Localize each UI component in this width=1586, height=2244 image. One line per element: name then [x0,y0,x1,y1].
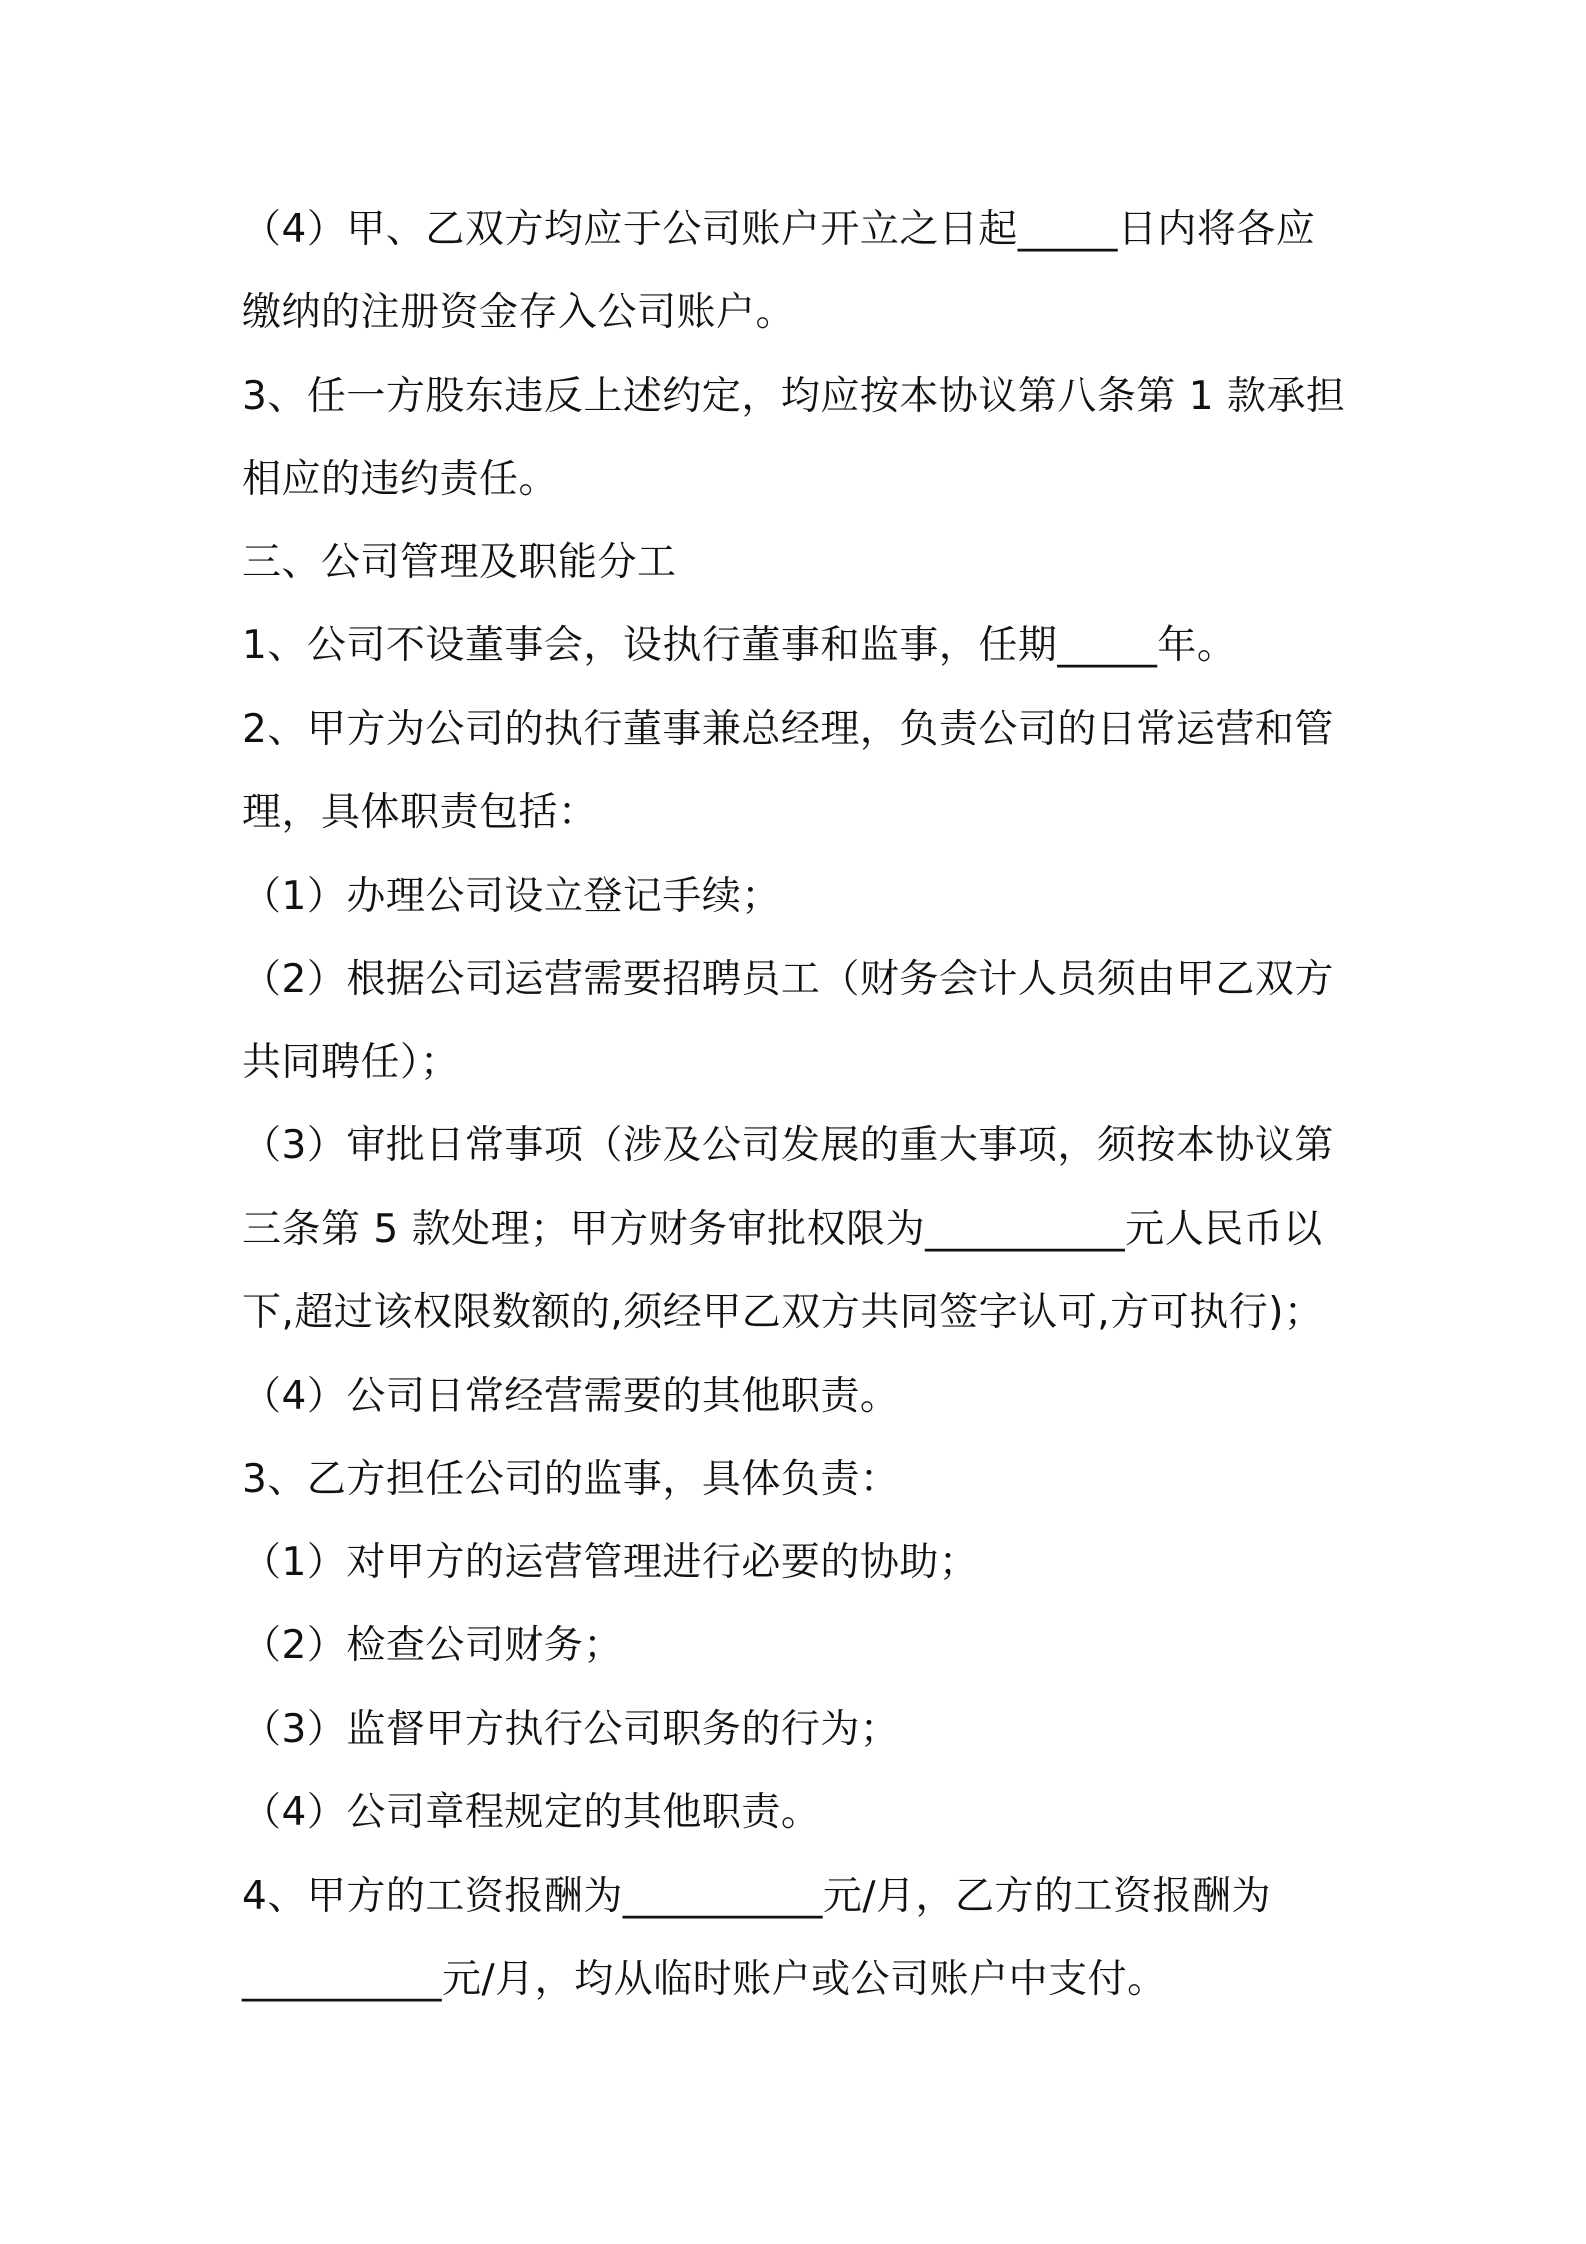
text-line: 4、甲方的工资报酬为__________元/月，乙方的工资报酬为 [242,1874,1271,1919]
text-line: （4）公司章程规定的其他职责。 [242,1790,821,1835]
text-line: （3）监督甲方执行公司职务的行为； [242,1707,900,1752]
text-line: __________元/月，均从临时账户或公司账户中支付。 [242,1957,1167,2002]
text-line: 2、甲方为公司的执行董事兼总经理，负责公司的日常运营和管 [242,707,1334,752]
text-line: 3、任一方股东违反上述约定，均应按本协议第八条第 1 款承担 [242,374,1346,419]
section-heading: 三、公司管理及职能分工 [242,540,677,585]
text-line: 3、乙方担任公司的监事，具体负责： [242,1457,900,1502]
text-line: 缴纳的注册资金存入公司账户。 [242,290,796,335]
text-line: （4）公司日常经营需要的其他职责。 [242,1374,900,1419]
text-line: 理，具体职责包括： [242,790,598,835]
text-line: （4）甲、乙双方均应于公司账户开立之日起_____日内将各应 [242,207,1316,252]
text-line: （3）审批日常事项（涉及公司发展的重大事项，须按本协议第 [242,1123,1334,1168]
text-line: 下,超过该权限数额的,须经甲乙双方共同签字认可,方可执行)； [242,1290,1324,1335]
text-line: 1、公司不设董事会，设执行董事和监事，任期_____年。 [242,623,1237,668]
text-line: 三条第 5 款处理；甲方财务审批权限为__________元人民币以 [242,1207,1323,1252]
text-line: 相应的违约责任。 [242,457,559,502]
text-line: （2）根据公司运营需要招聘员工（财务会计人员须由甲乙双方 [242,957,1334,1002]
text-line: （1）对甲方的运营管理进行必要的协助； [242,1540,979,1585]
text-line: （1）办理公司设立登记手续； [242,874,781,919]
text-line: （2）检查公司财务； [242,1623,623,1668]
text-line: 共同聘任）； [242,1040,460,1085]
